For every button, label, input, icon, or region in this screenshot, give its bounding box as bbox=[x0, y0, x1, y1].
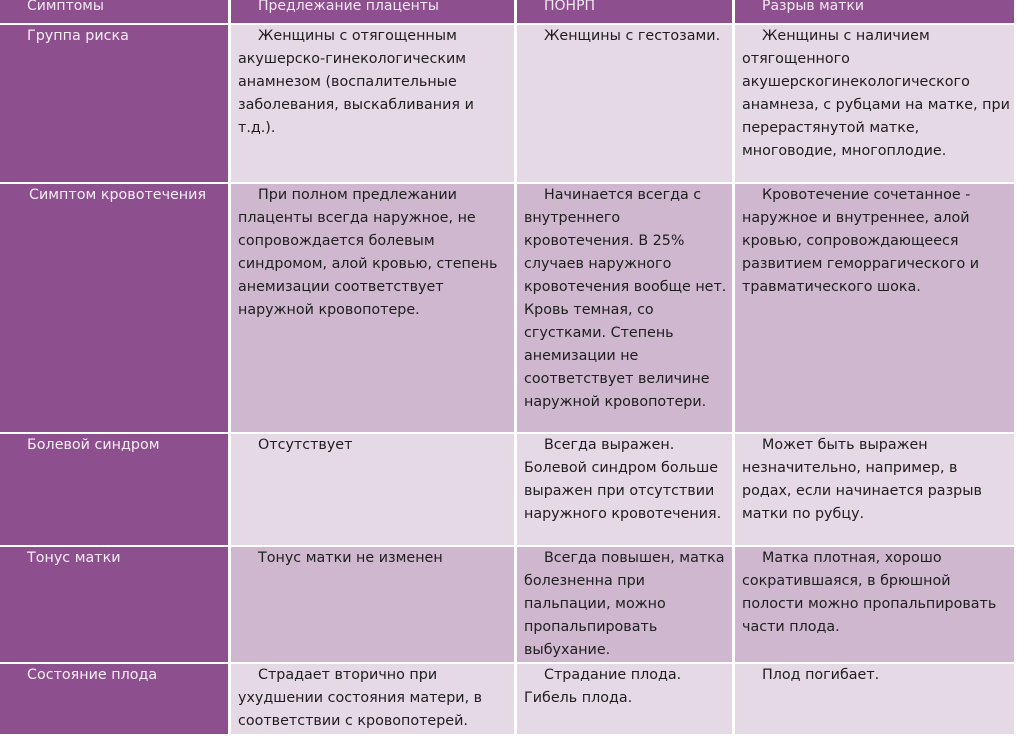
cell-risk-group-uterine-rupture: Женщины с наличием отягощенного акушерскогинекологического анамнеза, с рубцами на матке, при перерастянутой матке, многоводие, многоплодие. bbox=[735, 25, 1014, 182]
cell-pain-ponrp: Всегда выражен. Болевой синдром больше выражен при отсутствии наружного кровотечения. bbox=[517, 434, 732, 545]
table-row-risk-group bbox=[0, 25, 1014, 182]
cell-risk-group-placenta-previa: Женщины с отягощенным акушерско-гинекологическим анамнезом (воспалительные заболевания, выскабливания и т.д.). bbox=[231, 25, 514, 182]
cell-tone-placenta-previa: Тонус матки не изменен bbox=[231, 547, 514, 662]
header-cell-placenta-previa: Предлежание плаценты bbox=[231, 0, 514, 23]
cell-pain-uterine-rupture: Может быть выражен незначительно, например, в родах, если начинается разрыв матки по рубцу. bbox=[735, 434, 1014, 545]
table-row-uterine-tone bbox=[0, 547, 1014, 662]
cell-bleeding-ponrp: Начинается всегда с внутреннего кровотечения. В 25% случаев наружного кровотечения вообще нет. Кровь темная, со сгустками. Степень анемизации не соответствует величине наружной кровопотери. bbox=[517, 184, 732, 432]
table-header-row bbox=[0, 0, 1014, 23]
row-label-fetal-state: Состояние плода bbox=[0, 664, 228, 734]
header-cell-symptoms: Симптомы bbox=[0, 0, 228, 23]
row-label-bleeding: Симптом кровотечения bbox=[0, 184, 228, 432]
row-label-risk-group: Группа риска bbox=[0, 25, 228, 182]
cell-fetal-uterine-rupture: Плод погибает. bbox=[735, 664, 1014, 734]
row-label-pain: Болевой синдром bbox=[0, 434, 228, 545]
cell-bleeding-placenta-previa: При полном предлежании плаценты всегда наружное, не сопровождается болевым синдромом, алой кровью, степень анемизации соответствует наружной кровопотере. bbox=[231, 184, 514, 432]
header-cell-ponrp: ПОНРП bbox=[517, 0, 732, 23]
cell-bleeding-uterine-rupture: Кровотечение сочетанное - наружное и внутреннее, алой кровью, сопровождающееся развитием геморрагического и травматического шока. bbox=[735, 184, 1014, 432]
table-row-fetal-state bbox=[0, 664, 1014, 734]
cell-tone-uterine-rupture: Матка плотная, хорошо сократившаяся, в брюшной полости можно пропальпировать части плода. bbox=[735, 547, 1014, 662]
table-row-bleeding bbox=[0, 184, 1014, 432]
header-cell-uterine-rupture: Разрыв матки bbox=[735, 0, 1014, 23]
row-label-uterine-tone: Тонус матки bbox=[0, 547, 228, 662]
cell-fetal-ponrp: Страдание плода. Гибель плода. bbox=[517, 664, 732, 734]
cell-fetal-placenta-previa: Страдает вторично при ухудшении состояния матери, в соответствии с кровопотерей. bbox=[231, 664, 514, 734]
cell-pain-placenta-previa: Отсутствует bbox=[231, 434, 514, 545]
cell-tone-ponrp: Всегда повышен, матка болезненна при пальпации, можно пропальпировать выбухание. bbox=[517, 547, 732, 662]
cell-risk-group-ponrp: Женщины с гестозами. bbox=[517, 25, 732, 182]
table-row-pain bbox=[0, 434, 1014, 545]
